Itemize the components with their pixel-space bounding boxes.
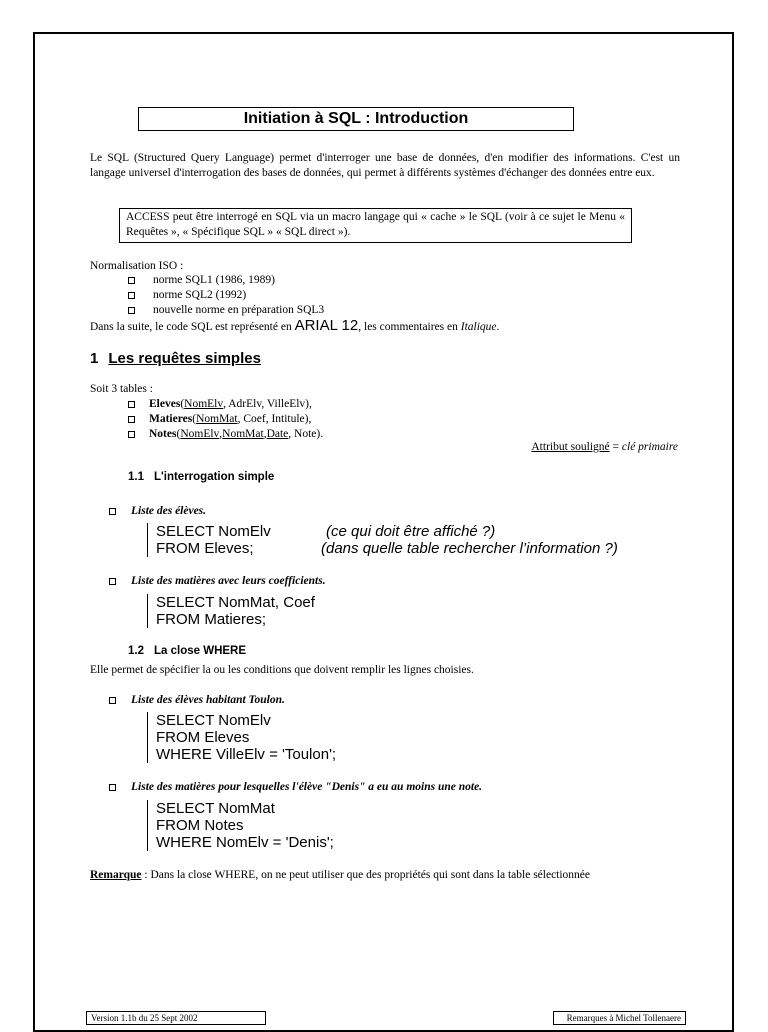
sql-line: WHERE VilleElv = 'Toulon'; — [156, 746, 337, 763]
sql-code-block — [147, 523, 636, 557]
tables-list — [128, 397, 323, 442]
square-bullet-icon — [128, 401, 135, 408]
document-title: Initiation à SQL : Introduction — [138, 107, 574, 131]
sql-comment: (ce qui doit être affiché ?) — [326, 523, 496, 540]
section-heading: 1 Les requêtes simples — [90, 350, 261, 367]
iso-list — [128, 273, 324, 318]
square-bullet-icon — [128, 292, 135, 299]
sql-comment: (dans quelle table rechercher l’information ?) — [321, 540, 618, 557]
iso-item: norme SQL2 (1992) — [128, 288, 324, 303]
query-label: Liste des élèves. — [109, 505, 206, 517]
query-label: Liste des matières pour lesquelles l'élève "Denis" a eu au moins une note. — [109, 781, 482, 793]
arial-sample: ARIAL 12 — [294, 317, 359, 334]
table-item: Notes ( NomElv , NomMat , Date , Note). — [128, 427, 323, 442]
iso-item: nouvelle norme en préparation SQL3 — [128, 303, 324, 318]
sql-line: SELECT NomMat — [156, 800, 275, 817]
sql-code-block — [147, 594, 315, 628]
sql-code-block — [147, 712, 336, 763]
square-bullet-icon — [109, 508, 116, 515]
subsection-heading: 1.1 L'interrogation simple — [128, 471, 275, 483]
square-bullet-icon — [128, 416, 135, 423]
sql-line: SELECT NomElv — [156, 523, 271, 540]
square-bullet-icon — [128, 277, 135, 284]
table-item: Eleves ( NomElv , AdrElv, VilleElv), — [128, 397, 323, 412]
square-bullet-icon — [109, 697, 116, 704]
access-note-box: ACCESS peut être interrogé en SQL via un macro langage qui « cache » le SQL (voir à ce sujet le Menu « Requêtes », « Spécifique SQL » « SQL direct »). — [119, 208, 632, 243]
sql-line: WHERE NomElv = 'Denis'; — [156, 834, 334, 851]
iso-label: Normalisation ISO : — [90, 260, 184, 272]
query-label: Liste des matières avec leurs coefficients. — [109, 575, 326, 587]
footer-contact: Remarques à Michel Tollenaere — [553, 1011, 686, 1025]
tables-intro: Soit 3 tables : — [90, 383, 153, 395]
table-item: Matieres ( NomMat , Coef, Intitule), — [128, 412, 323, 427]
square-bullet-icon — [128, 431, 135, 438]
subsection-heading: 1.2 La close WHERE — [128, 645, 247, 657]
remark: Remarque : Dans la close WHERE, on ne peut utiliser que des propriétés qui sont dans la table sélectionnée — [90, 869, 591, 881]
sql-line: FROM Eleves; — [156, 540, 254, 557]
where-intro: Elle permet de spécifier la ou les conditions que doivent remplir les lignes choisies. — [90, 664, 474, 676]
footer-version: Version 1.1b du 25 Sept 2002 — [86, 1011, 266, 1025]
square-bullet-icon — [109, 578, 116, 585]
sql-line: FROM Eleves — [156, 729, 250, 746]
sql-line: FROM Notes — [156, 817, 244, 834]
sql-code-block — [147, 800, 334, 851]
query-label: Liste des élèves habitant Toulon. — [109, 694, 285, 706]
primary-key-legend: Attribut souligné = clé primaire — [531, 441, 678, 453]
sql-line: SELECT NomElv — [156, 712, 271, 729]
square-bullet-icon — [128, 307, 135, 314]
sql-line: FROM Matieres; — [156, 611, 267, 628]
convention-line: Dans la suite, le code SQL est représenté en ARIAL 12, les commentaires en Italique. — [90, 317, 500, 334]
sql-line: SELECT NomMat, Coef — [156, 594, 315, 611]
iso-item: norme SQL1 (1986, 1989) — [128, 273, 324, 288]
intro-paragraph: Le SQL (Structured Query Language) permet d'interroger une base de données, d'en modifier des informations. C'est un langage universel d'interrogation des bases de données, qui permet à différents systèmes d'échanger des données entre eux. — [90, 152, 680, 179]
square-bullet-icon — [109, 784, 116, 791]
